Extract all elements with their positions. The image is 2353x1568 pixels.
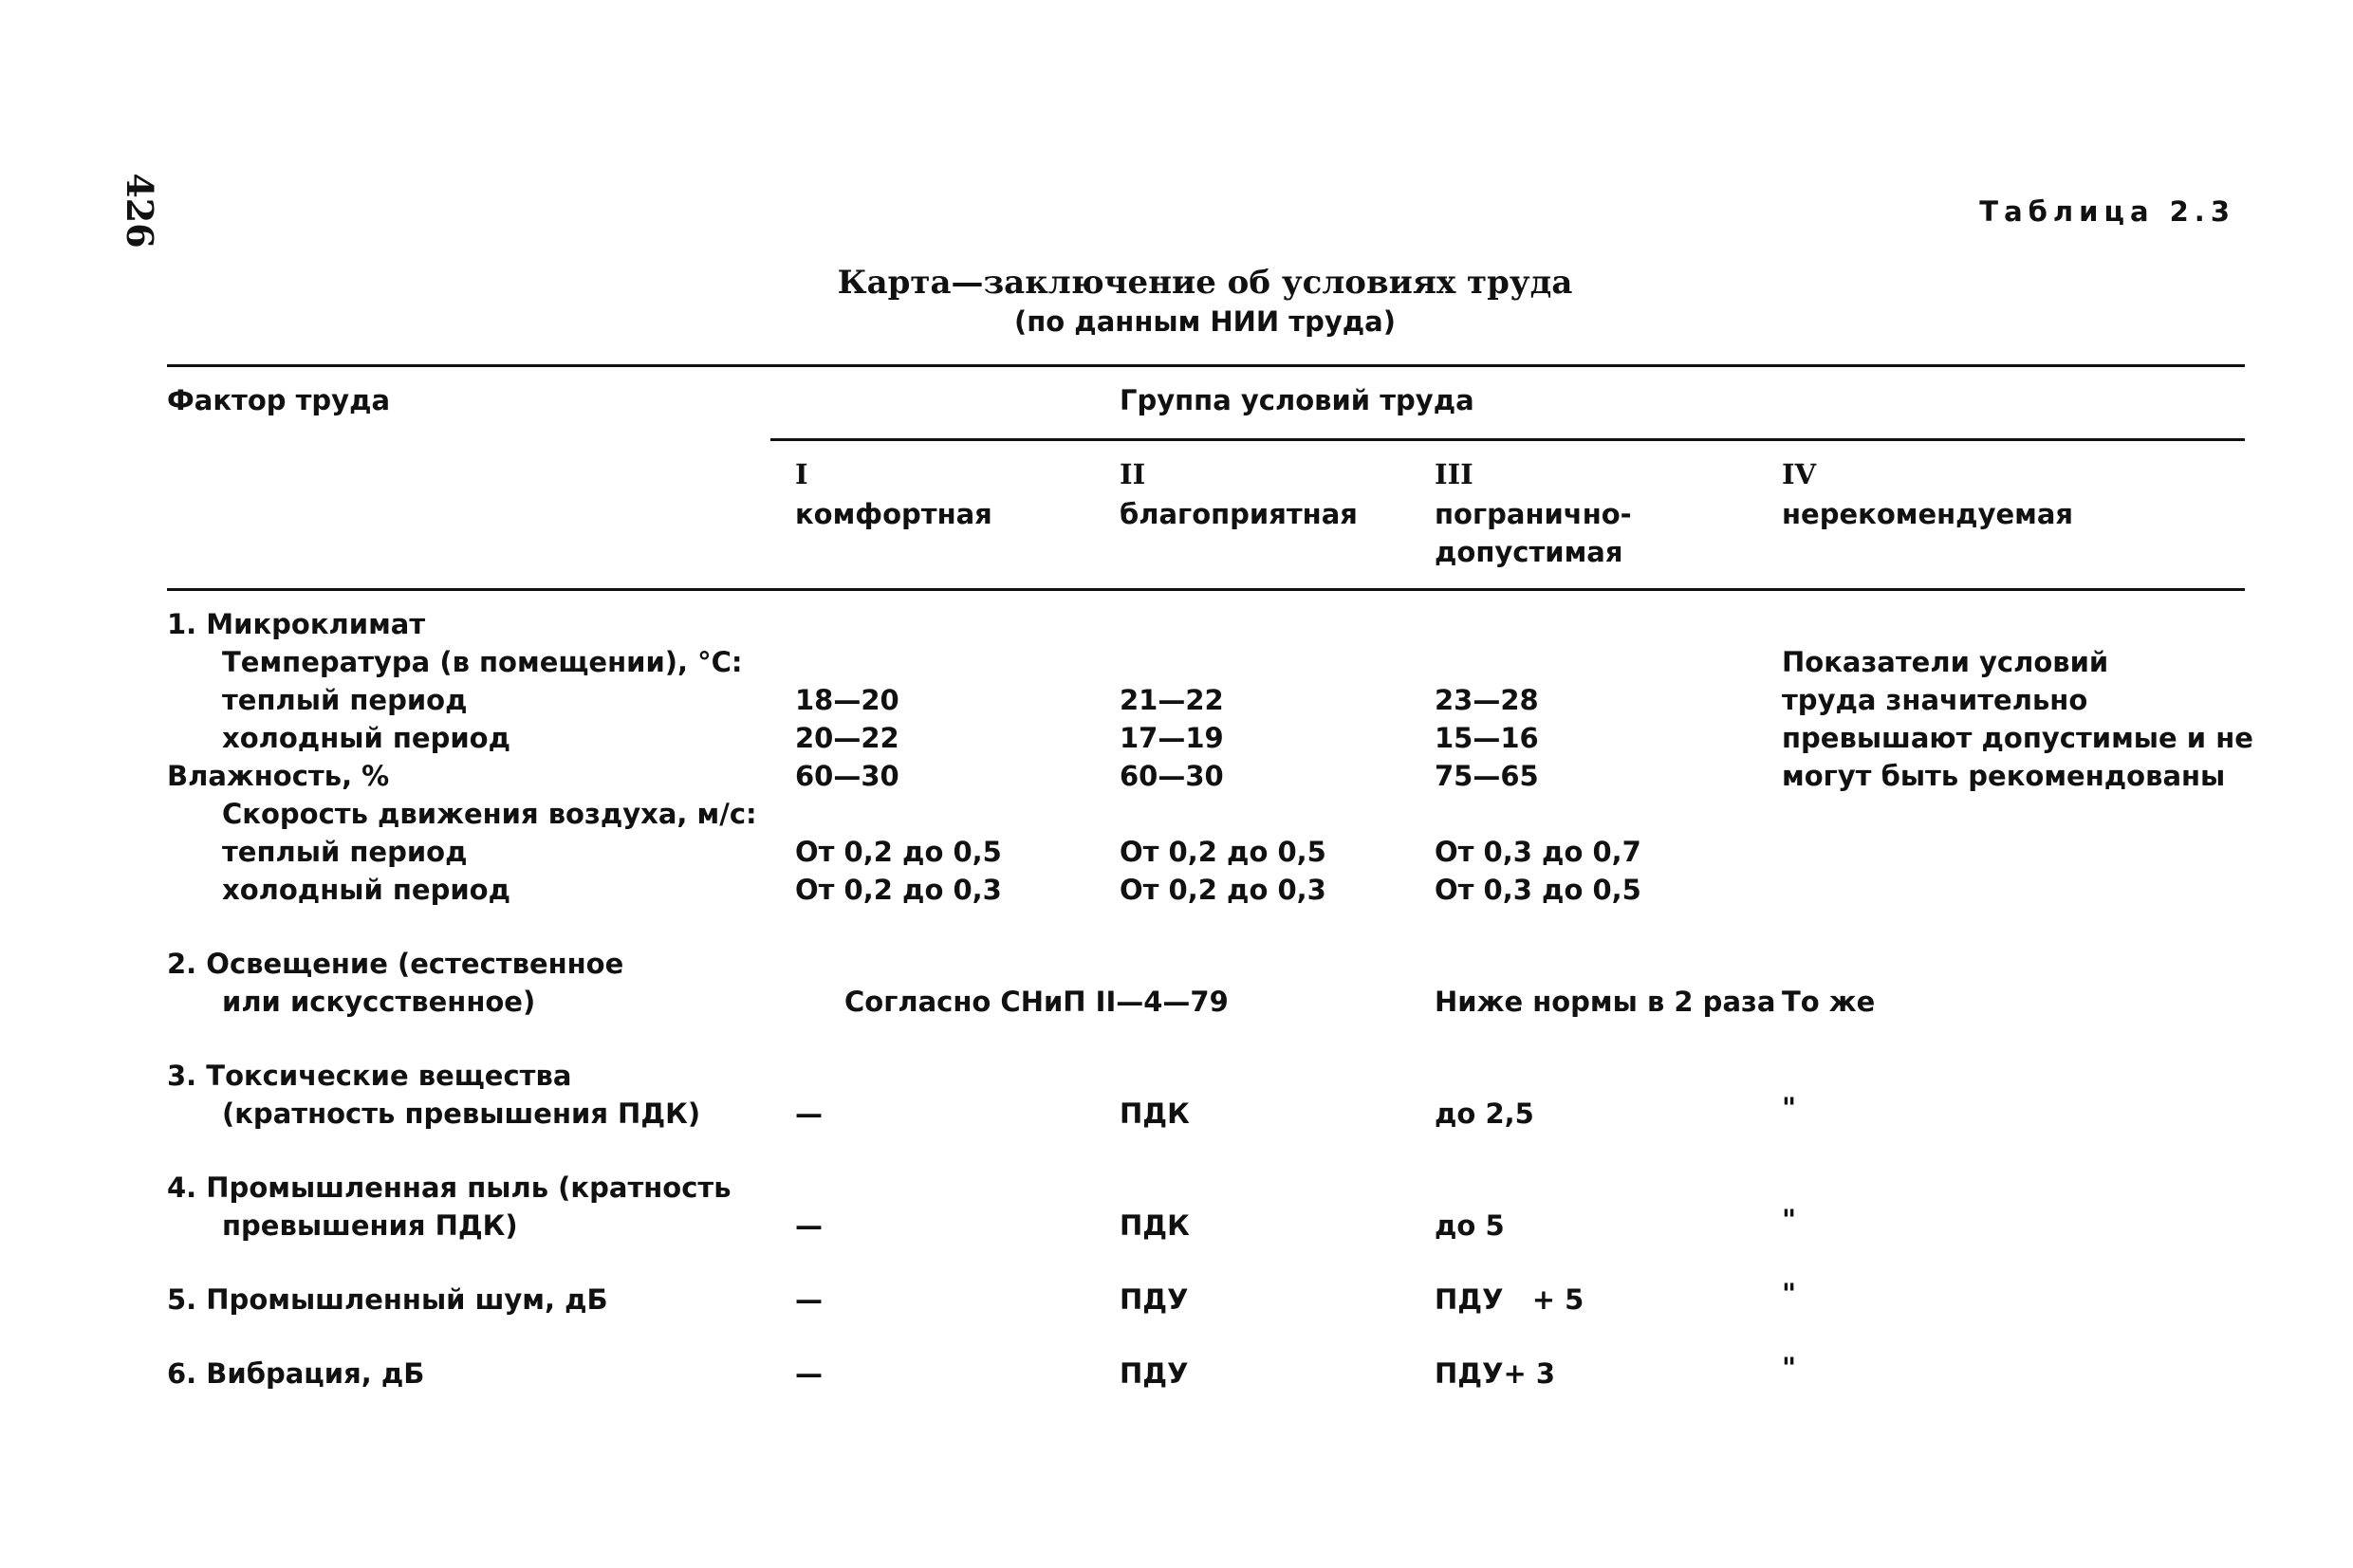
iv-note-line1: Показатели условий [1782, 646, 2109, 678]
column-ii-numeral: II [1120, 458, 1146, 490]
lighting-iv: То же [1782, 986, 1876, 1018]
table-label: Таблица 2.3 [1979, 195, 2235, 228]
noise-i: — [795, 1283, 823, 1316]
humidity-ii: 60—30 [1120, 760, 1224, 792]
column-i-numeral: I [795, 458, 808, 490]
vibration-i: — [795, 1357, 823, 1390]
row-temp-warm: теплый период [222, 684, 468, 716]
column-i-label: комфортная [795, 498, 992, 530]
noise-ii: ПДУ [1120, 1283, 1189, 1316]
row-lighting-line1: 2. Освещение (естественное [167, 948, 624, 980]
toxic-iii: до 2,5 [1435, 1098, 1534, 1130]
iv-note-line3: превышают допустимые и не [1782, 722, 2253, 754]
temp-warm-ii: 21—22 [1120, 684, 1224, 716]
row-air-speed: Скорость движения воздуха, м/с: [222, 798, 757, 830]
lighting-i-ii: Согласно СНиП II—4—79 [844, 986, 1229, 1018]
noise-iii: ПДУ + 5 [1435, 1283, 1584, 1316]
toxic-i: — [795, 1098, 823, 1130]
noise-iv: " [1782, 1278, 1797, 1310]
air-warm-i: От 0,2 до 0,5 [795, 836, 1002, 868]
column-iii-label-line2: допустимая [1435, 536, 1623, 568]
row-toxic-line2: (кратность превышения ПДК) [222, 1098, 701, 1130]
vibration-iv: " [1782, 1352, 1797, 1384]
row-air-warm: теплый период [222, 836, 468, 868]
row-temp-cold: холодный период [222, 722, 511, 754]
header-group: Группа условий труда [1120, 384, 1474, 416]
header-bottom-rule [167, 588, 2245, 591]
group-rule [770, 438, 2245, 441]
row-humidity: Влажность, % [167, 760, 390, 792]
table-title: Карта—заключение об условиях труда [837, 264, 1573, 302]
column-iii-numeral: III [1435, 458, 1473, 490]
temp-warm-i: 18—20 [795, 684, 899, 716]
page-number: 426 [119, 173, 162, 249]
humidity-iii: 75—65 [1435, 760, 1539, 792]
table-subtitle: (по данным НИИ труда) [1013, 305, 1397, 338]
row-temperature: Температура (в помещении), °С: [222, 646, 743, 678]
row-lighting-line2: или искусственное) [222, 986, 536, 1018]
header-factor: Фактор труда [167, 384, 391, 416]
row-vibration: 6. Вибрация, дБ [167, 1357, 425, 1390]
row-dust-line2: превышения ПДК) [222, 1209, 518, 1242]
toxic-ii: ПДК [1120, 1098, 1190, 1130]
temp-cold-iii: 15—16 [1435, 722, 1539, 754]
row-dust-line1: 4. Промышленная пыль (кратность [167, 1171, 732, 1204]
air-warm-ii: От 0,2 до 0,5 [1120, 836, 1326, 868]
vibration-iii: ПДУ+ 3 [1435, 1357, 1556, 1390]
column-ii-label: благоприятная [1120, 498, 1358, 530]
iv-note-line2: труда значительно [1782, 684, 2088, 716]
air-cold-i: От 0,2 до 0,3 [795, 874, 1002, 906]
column-iii-label-line1: погранично- [1435, 498, 1632, 530]
humidity-i: 60—30 [795, 760, 899, 792]
row-air-cold: холодный период [222, 874, 511, 906]
column-iv-label: нерекомендуемая [1782, 498, 2074, 530]
air-cold-ii: От 0,2 до 0,3 [1120, 874, 1326, 906]
dust-iv: " [1782, 1204, 1797, 1236]
iv-note-line4: могут быть рекомендованы [1782, 760, 2226, 792]
temp-warm-iii: 23—28 [1435, 684, 1539, 716]
temp-cold-i: 20—22 [795, 722, 899, 754]
row-toxic-line1: 3. Токсические вещества [167, 1060, 572, 1092]
lighting-iii: Ниже нормы в 2 раза [1435, 986, 1776, 1018]
dust-i: — [795, 1209, 823, 1242]
temp-cold-ii: 17—19 [1120, 722, 1224, 754]
top-rule [167, 364, 2245, 367]
toxic-iv: " [1782, 1092, 1797, 1124]
dust-ii: ПДК [1120, 1209, 1190, 1242]
air-cold-iii: От 0,3 до 0,5 [1435, 874, 1641, 906]
row-microclimate: 1. Микроклимат [167, 608, 426, 640]
column-iv-numeral: IV [1782, 458, 1817, 490]
vibration-ii: ПДУ [1120, 1357, 1189, 1390]
row-noise: 5. Промышленный шум, дБ [167, 1283, 608, 1316]
air-warm-iii: От 0,3 до 0,7 [1435, 836, 1641, 868]
dust-iii: до 5 [1435, 1209, 1505, 1242]
